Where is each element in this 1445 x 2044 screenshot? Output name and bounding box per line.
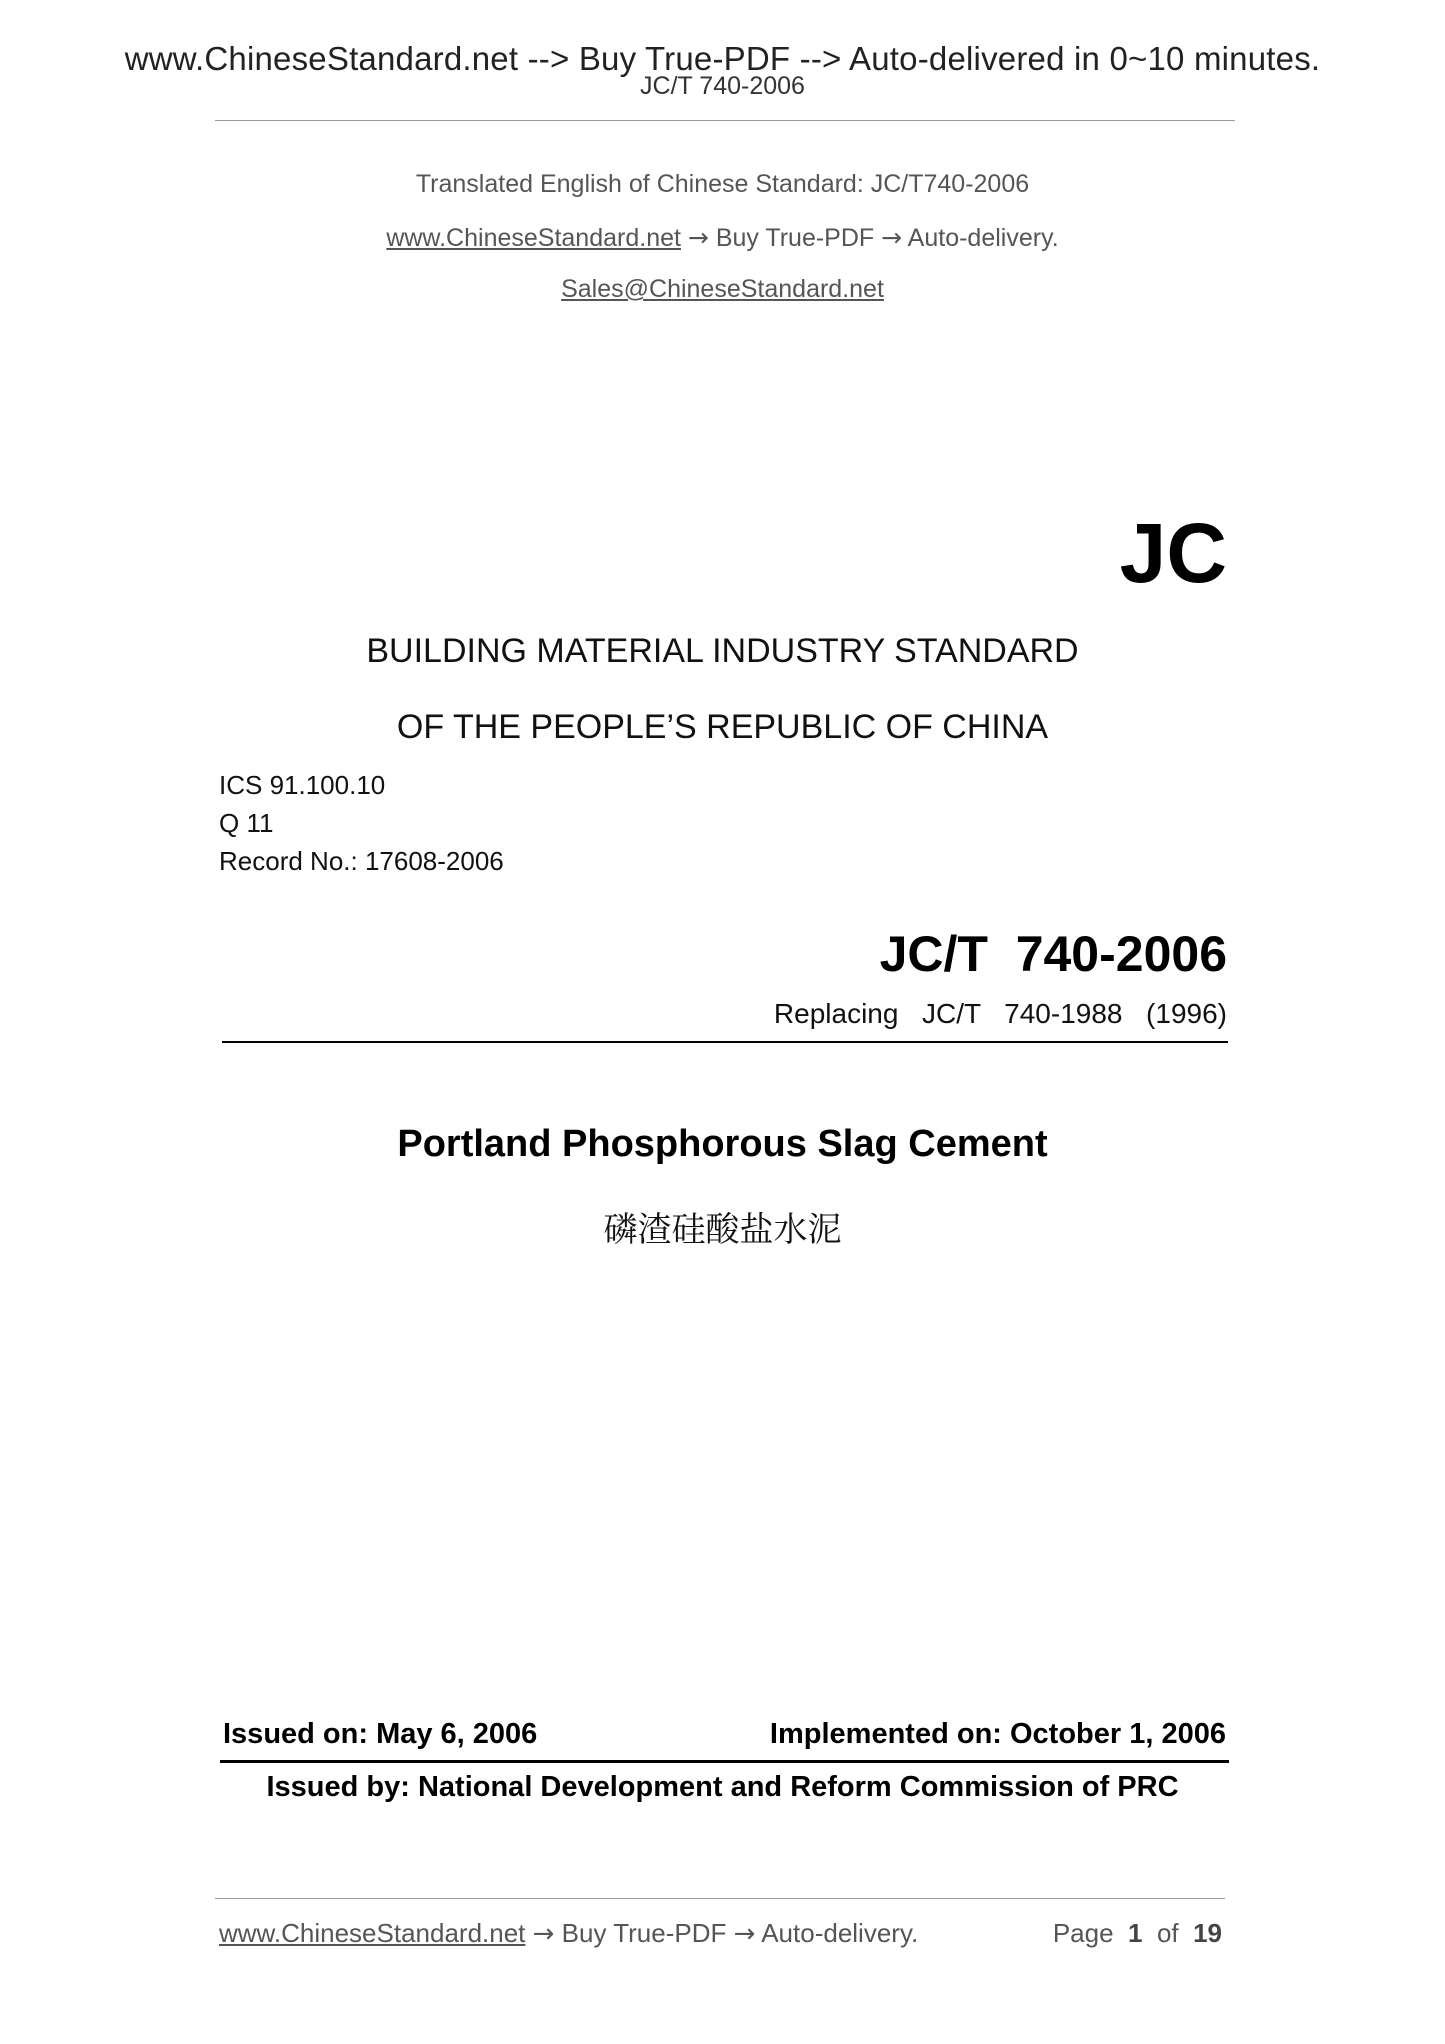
issued-by: Issued by: National Development and Reform Commission of PRC bbox=[266, 1771, 1179, 1803]
buy-true-pdf-text: Buy True-PDF bbox=[715, 224, 875, 252]
translated-line: Translated English of Chinese Standard: JC/T740-2006 bbox=[415, 170, 1030, 198]
document-title-chinese: 磷渣硅酸盐水泥 bbox=[603, 1210, 842, 1250]
jc-logo: JC bbox=[1119, 506, 1227, 600]
issued-on-date: Issued on: May 6, 2006 bbox=[223, 1718, 538, 1750]
header-code: JC/T 740-2006 bbox=[640, 72, 805, 100]
page-current: 1 bbox=[1128, 1918, 1143, 1948]
implemented-on-date: Implemented on: October 1, 2006 bbox=[769, 1718, 1226, 1750]
replacing-standard: Replacing JC/T 740-1988 (1996) bbox=[773, 998, 1227, 1029]
auto-delivery-text: Auto-delivery. bbox=[907, 224, 1059, 252]
ics-code: ICS 91.100.10 bbox=[219, 770, 386, 800]
page-of: of bbox=[1156, 1918, 1179, 1948]
arrow-right-icon: → bbox=[687, 223, 709, 252]
issue-divider bbox=[220, 1760, 1229, 1763]
email-link[interactable]: Sales@ChineseStandard.net bbox=[561, 275, 884, 303]
page-indicator bbox=[1053, 1918, 1222, 1949]
footer-divider bbox=[215, 1898, 1225, 1899]
q-code: Q 11 bbox=[219, 808, 274, 838]
document-title-english: Portland Phosphorous Slag Cement bbox=[397, 1123, 1048, 1165]
page-label: Page bbox=[1052, 1918, 1114, 1948]
standard-title-line-2: OF THE PEOPLE’S REPUBLIC OF CHINA bbox=[396, 708, 1049, 746]
page-total: 19 bbox=[1193, 1918, 1222, 1948]
arrow-right-icon: → bbox=[881, 223, 903, 252]
header-divider bbox=[215, 120, 1235, 121]
standard-number-divider bbox=[222, 1041, 1228, 1043]
footer-buy-text: Buy True-PDF bbox=[561, 1918, 727, 1948]
arrow-right-icon: → bbox=[532, 1919, 555, 1949]
record-number: Record No.: 17608-2006 bbox=[219, 846, 504, 876]
footer-delivery-text: Auto-delivery. bbox=[761, 1918, 919, 1948]
link-line bbox=[0, 223, 1445, 253]
top-banner: www.ChineseStandard.net --> Buy True-PDF --> Auto-delivered in 0~10 minutes. bbox=[124, 40, 1321, 77]
site-link[interactable]: www.ChineseStandard.net bbox=[386, 224, 681, 252]
email-line bbox=[0, 275, 1445, 304]
standard-title-line-1: BUILDING MATERIAL INDUSTRY STANDARD bbox=[366, 632, 1079, 670]
standard-number: JC/T 740-2006 bbox=[879, 926, 1227, 982]
footer-site-link[interactable]: www.ChineseStandard.net bbox=[219, 1918, 526, 1948]
footer-link-line bbox=[219, 1918, 918, 1949]
arrow-right-icon: → bbox=[733, 1919, 756, 1949]
